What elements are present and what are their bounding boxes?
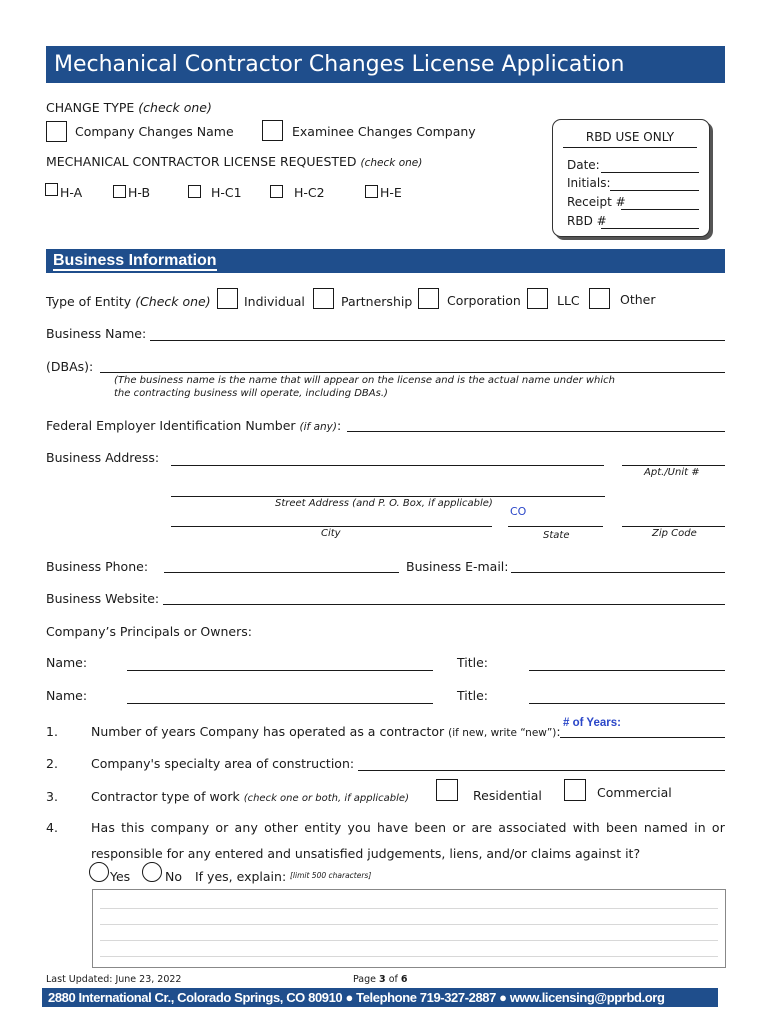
examinee-changes-company-checkbox[interactable] (262, 120, 283, 141)
dba-field[interactable] (100, 372, 725, 373)
license-h-a-label: H-A (60, 185, 83, 200)
fein-field[interactable] (347, 431, 725, 432)
entity-type-label: Type of Entity (Check one) (46, 294, 211, 309)
entity-other-label: Other (620, 292, 656, 307)
zip-code-field[interactable] (622, 526, 725, 527)
entity-partnership-checkbox[interactable] (313, 288, 334, 309)
question-2-text: Company's specialty area of construction: (91, 756, 355, 771)
state-field[interactable] (508, 526, 603, 527)
principal-2-name-field[interactable] (127, 703, 433, 704)
rbd-date-line[interactable] (601, 172, 699, 173)
entity-llc-checkbox[interactable] (527, 288, 548, 309)
page-title: Mechanical Contractor Changes License Application (46, 46, 725, 83)
question-4-text-line-2: responsible for any entered and unsatisfied judgements, liens, and/or claims against it? (91, 846, 641, 861)
entity-partnership-label: Partnership (341, 294, 413, 309)
years-operated-field[interactable] (560, 737, 725, 738)
business-website-field[interactable] (163, 604, 725, 605)
business-email-field[interactable] (511, 572, 725, 573)
city-field[interactable] (171, 526, 492, 527)
question-2-number: 2. (46, 756, 58, 771)
residential-label: Residential (473, 788, 542, 803)
contact-footer: 2880 International Cr., Colorado Springs, CO 80910 ● Telephone 719-327-2887 ● www.licensing@pprbd.org (42, 988, 718, 1007)
address-line-1-field[interactable] (171, 465, 604, 466)
rbd-receipt-line[interactable] (621, 209, 699, 210)
company-changes-name-label: Company Changes Name (75, 124, 234, 139)
entity-individual-checkbox[interactable] (217, 288, 238, 309)
license-h-c2-checkbox[interactable] (270, 185, 283, 198)
license-h-b-checkbox[interactable] (113, 185, 126, 198)
entity-llc-label: LLC (557, 293, 580, 308)
textarea-rule (100, 908, 718, 909)
judgement-explanation-textarea[interactable] (92, 889, 726, 968)
specialty-area-field[interactable] (358, 770, 725, 771)
license-h-e-checkbox[interactable] (365, 185, 378, 198)
last-updated: Last Updated: June 23, 2022 (46, 974, 182, 985)
entity-corporation-checkbox[interactable] (418, 288, 439, 309)
judgement-yes-radio[interactable] (89, 862, 109, 882)
business-name-field[interactable] (150, 340, 725, 341)
street-address-field[interactable] (171, 496, 605, 497)
question-3-number: 3. (46, 789, 58, 804)
page-number: Page 3 of 6 (353, 974, 408, 985)
judgement-no-label: No (165, 869, 182, 884)
company-changes-name-checkbox[interactable] (46, 121, 67, 142)
dba-note-line-2: the contracting business will operate, including DBAs.) (114, 388, 388, 399)
entity-corporation-label: Corporation (447, 293, 521, 308)
rbd-receipt-label: Receipt # (567, 195, 626, 209)
state-label: State (543, 530, 570, 541)
textarea-rule (100, 956, 718, 957)
principal-1-name-label: Name: (46, 655, 88, 670)
rbd-number-line[interactable] (601, 228, 699, 229)
principal-2-name-label: Name: (46, 688, 88, 703)
dba-note-line-1: (The business name is the name that will appear on the license and is the actual name under which (114, 375, 616, 386)
textarea-rule (100, 924, 718, 925)
business-phone-label: Business Phone: (46, 559, 149, 574)
principal-2-title-field[interactable] (529, 703, 725, 704)
license-h-c1-checkbox[interactable] (188, 185, 201, 198)
question-4-number: 4. (46, 820, 58, 835)
license-h-e-label: H-E (380, 185, 402, 200)
entity-other-checkbox[interactable] (589, 288, 610, 309)
question-4-text-line-1: Has this company or any other entity you have been or are associated with been named in or (91, 820, 725, 835)
apt-unit-label: Apt./Unit # (644, 467, 700, 478)
rbd-use-only-box (552, 119, 710, 237)
rbd-date-label: Date: (567, 158, 600, 172)
principal-1-title-field[interactable] (529, 670, 725, 671)
dba-label: (DBAs): (46, 359, 94, 374)
principal-1-title-label: Title: (457, 655, 488, 670)
principals-label: Company’s Principals or Owners: (46, 624, 252, 639)
street-address-label: Street Address (and P. O. Box, if applicable) (275, 498, 493, 509)
apt-unit-field[interactable] (622, 465, 725, 466)
business-website-label: Business Website: (46, 591, 160, 606)
business-phone-field[interactable] (164, 572, 399, 573)
explain-limit-note: [limit 500 characters] (290, 871, 372, 880)
question-1-number: 1. (46, 724, 58, 739)
entity-individual-label: Individual (244, 294, 305, 309)
fein-label: Federal Employer Identification Number (if any): (46, 418, 342, 433)
textarea-rule (100, 940, 718, 941)
rbd-number-label: RBD # (567, 214, 607, 228)
judgement-no-radio[interactable] (142, 862, 162, 882)
commercial-label: Commercial (597, 785, 672, 800)
judgement-yes-label: Yes (110, 869, 131, 884)
zip-code-label: Zip Code (652, 528, 697, 539)
business-name-label: Business Name: (46, 326, 147, 341)
principal-1-name-field[interactable] (127, 670, 433, 671)
license-h-c2-label: H-C2 (294, 185, 325, 200)
state-value[interactable]: CO (510, 505, 527, 518)
license-h-c1-label: H-C1 (211, 185, 242, 200)
city-label: City (321, 528, 341, 539)
explain-label: If yes, explain: (195, 869, 287, 884)
license-h-a-checkbox[interactable] (45, 183, 58, 196)
rbd-initials-line[interactable] (610, 190, 699, 191)
question-1-text: Number of years Company has operated as a contractor (if new, write “new”): (91, 724, 561, 739)
license-h-b-label: H-B (128, 185, 151, 200)
license-requested-label: MECHANICAL CONTRACTOR LICENSE REQUESTED (check one) (46, 154, 423, 169)
principal-2-title-label: Title: (457, 688, 488, 703)
residential-checkbox[interactable] (436, 779, 458, 801)
commercial-checkbox[interactable] (564, 779, 586, 801)
business-email-label: Business E-mail: (406, 559, 509, 574)
examinee-changes-company-label: Examinee Changes Company (292, 124, 476, 139)
business-address-label: Business Address: (46, 450, 160, 465)
rbd-initials-label: Initials: (567, 176, 611, 190)
years-field-label: # of Years: (563, 717, 621, 729)
change-type-label: CHANGE TYPE (check one) (46, 100, 212, 115)
question-3-text: Contractor type of work (check one or both, if applicable) (91, 789, 409, 804)
rbd-title: RBD USE ONLY (563, 130, 697, 148)
business-information-header: Business Information (46, 249, 725, 273)
